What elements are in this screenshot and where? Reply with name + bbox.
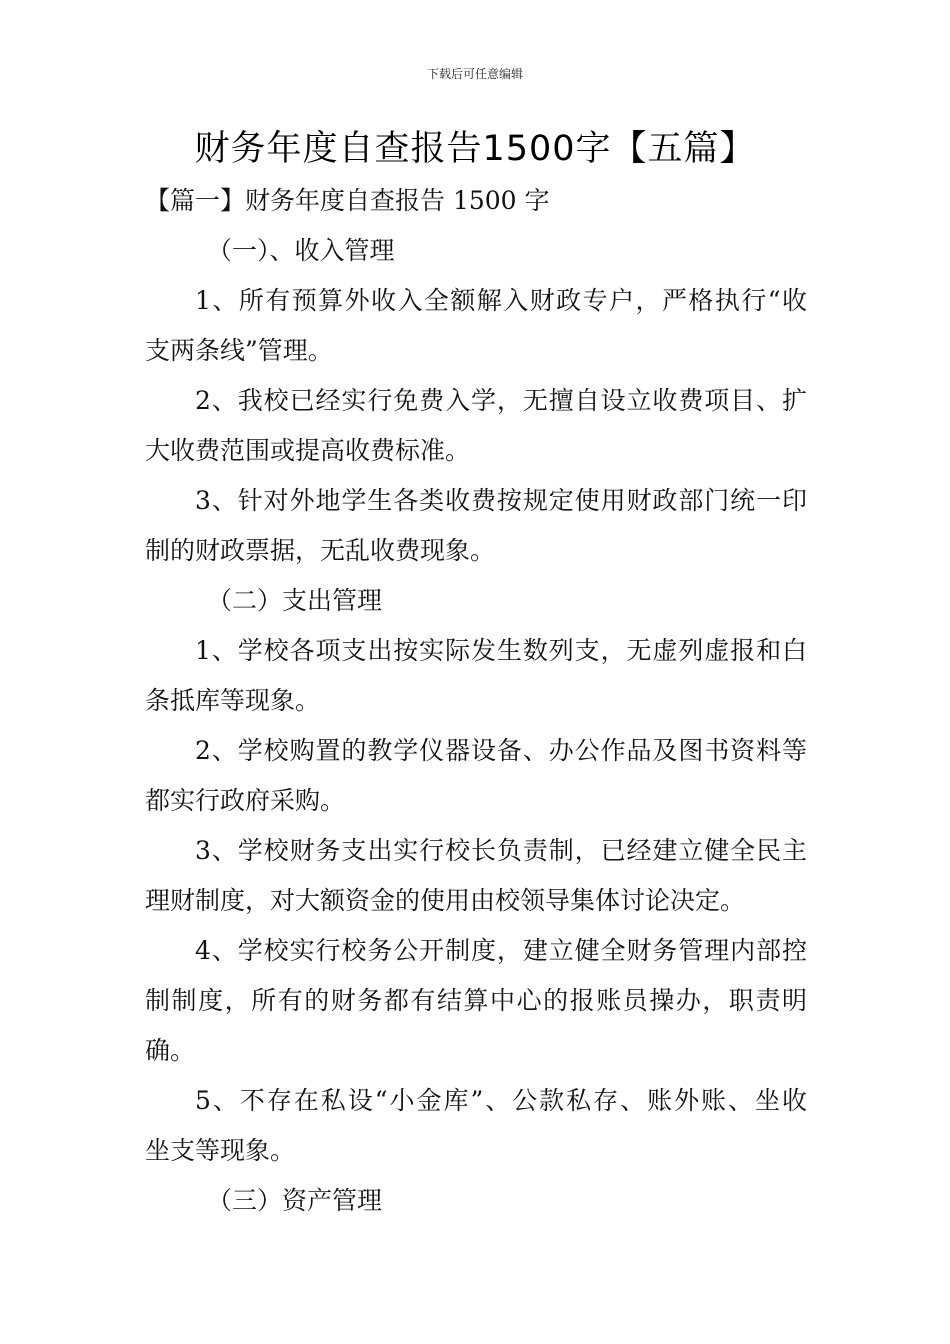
paragraph-line: 都实行政府采购。 xyxy=(145,786,346,815)
paragraph-line: 3、针对外地学生各类收费按规定使用财政部门统一印 xyxy=(195,486,807,515)
part-heading: 【篇一】财务年度自查报告 1500 字 xyxy=(145,186,550,215)
paragraph-line: 3、学校财务支出实行校长负责制，已经建立健全民主 xyxy=(195,836,807,865)
document-body xyxy=(145,176,807,1226)
paragraph-line: 2、学校购置的教学仪器设备、办公作品及图书资料等 xyxy=(195,736,807,765)
paragraph-line: 5、不存在私设“小金库”、公款私存、账外账、坐收 xyxy=(195,1086,807,1115)
paragraph-line: 确。 xyxy=(145,1036,196,1065)
section-heading-expense: （二）支出管理 xyxy=(207,586,383,615)
header-note: 下载后可任意编辑 xyxy=(426,67,523,81)
paragraph-line: 2、我校已经实行免费入学，无擅自设立收费项目、扩 xyxy=(195,386,807,415)
section-heading-assets: （三）资产管理 xyxy=(207,1186,383,1215)
paragraph-line: 坐支等现象。 xyxy=(145,1136,296,1165)
paragraph-line: 制制度，所有的财务都有结算中心的报账员操办，职责明 xyxy=(145,986,807,1015)
paragraph-line: 大收费范围或提高收费标准。 xyxy=(145,436,471,465)
paragraph-line: 支两条线”管理。 xyxy=(145,336,333,365)
document-title: 财务年度自查报告1500字【五篇】 xyxy=(194,129,756,169)
paragraph-line: 理财制度，对大额资金的使用由校领导集体讨论决定。 xyxy=(145,886,746,915)
paragraph-line: 条抵库等现象。 xyxy=(145,686,321,715)
paragraph-line: 1、学校各项支出按实际发生数列支，无虚列虚报和白 xyxy=(195,636,807,665)
paragraph-line: 1、所有预算外收入全额解入财政专户，严格执行“收 xyxy=(195,286,807,315)
paragraph-line: 制的财政票据，无乱收费现象。 xyxy=(145,536,496,565)
section-heading-income: （一）、收入管理 xyxy=(207,236,395,265)
paragraph-line: 4、学校实行校务公开制度，建立健全财务管理内部控 xyxy=(195,936,807,965)
